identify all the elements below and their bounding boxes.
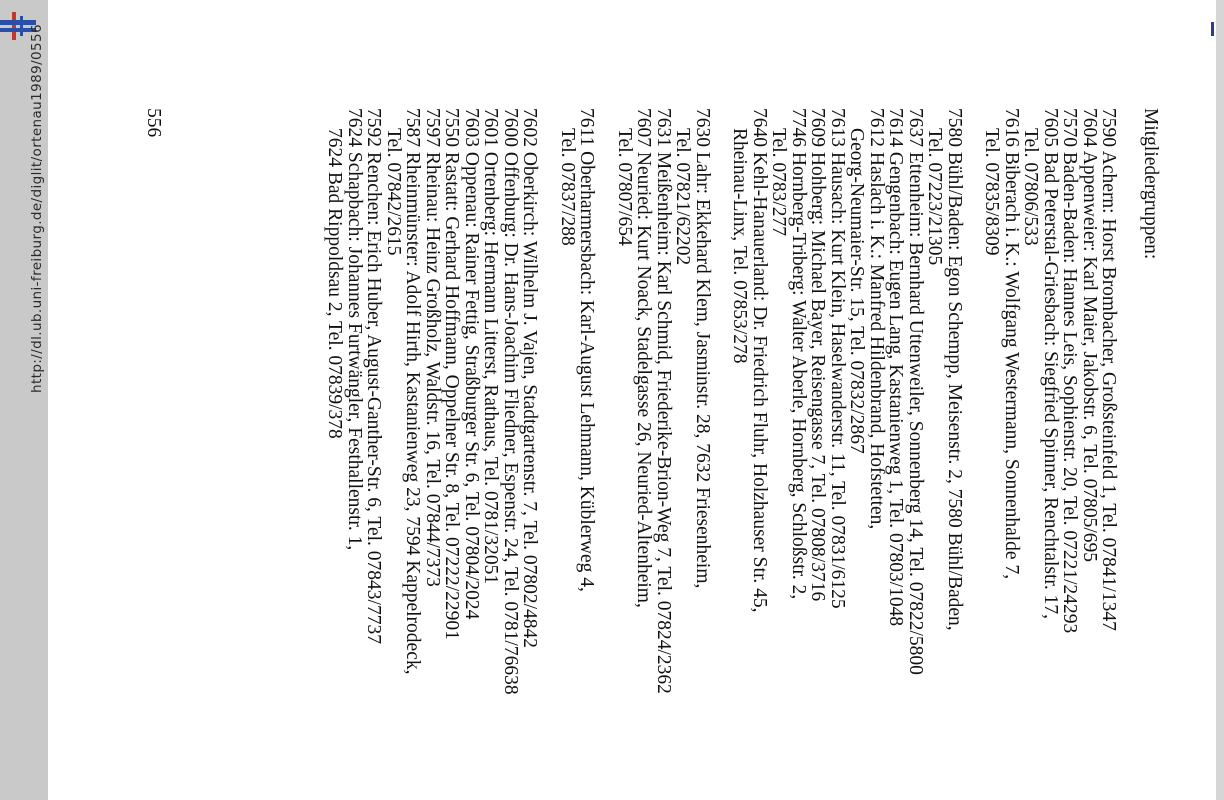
page-heading: Mitgliedergruppen: — [1140, 108, 1161, 260]
member-group-entry — [769, 108, 808, 768]
entry-continuation-line: Georg-Neumaier-Str. 15, Tel. 07832/2867 — [846, 128, 868, 454]
member-group-entry — [1060, 108, 1080, 768]
entry-continuation-line: Tel. 07842/2615 — [383, 128, 404, 256]
entry-line: 7640 Kehl-Hanauerland: Dr. Friedrich Fluhr, Holzhauser Str. 45, — [749, 108, 770, 613]
member-group-block — [325, 108, 540, 768]
entry-line: 7616 Biberach i. K.: Wolfgang Westermann, Sonnenhalde 7, — [1001, 108, 1022, 580]
scanned-page — [48, 0, 1216, 800]
entry-line: 7604 Appenweier: Karl Maier, Jakobstr. 6, Tel. 07805/695 — [1079, 108, 1100, 563]
member-group-entry — [1080, 108, 1100, 768]
member-group-block — [558, 108, 597, 768]
member-group-entry — [847, 108, 886, 768]
entry-line: 7613 Hausach: Kurt Klein, Haselwanderstr. 11, Tel. 07831/6125 — [827, 108, 848, 609]
entry-line: 7592 Renchen: Erich Huber, August-Ganther-Str. 6, Tel. 07843/7737 — [363, 108, 385, 644]
entry-line: 7587 Rheinmünster: Adolf Hirth, Kastanienweg 23, 7594 Kappelrodeck, — [402, 108, 424, 675]
member-group-entry — [1021, 108, 1060, 768]
rotated-page-content — [48, 0, 1216, 800]
member-group-entry — [886, 108, 906, 768]
entry-line: 7597 Rheinau: Heinz Großholz, Waldstr. 16, Tel. 07844/7373 — [422, 108, 443, 587]
entry-continuation-line: Tel. 07835/8309 — [981, 128, 1003, 256]
entry-line: 7612 Haslach i. K.: Manfred Hildenbrand, Hofstetten, — [866, 108, 887, 530]
member-group-entry — [615, 108, 654, 768]
member-group-block — [615, 108, 713, 768]
member-group-entry — [654, 108, 674, 768]
page-number: 556 — [143, 108, 164, 138]
source-url[interactable]: http://dl.ub.uni-freiburg.de/diglit/ortenau1989/0556 — [29, 24, 45, 393]
entry-line: 7631 Meißenheim: Karl Schmid, Friederike-Brion-Weg 7, Tel. 07824/2362 — [653, 108, 674, 694]
entry-line: 7609 Hohberg: Michael Bayer, Reisengasse 7, Tel. 07808/3716 — [807, 108, 829, 602]
member-group-entry — [730, 108, 769, 768]
entry-continuation-line: Rheinau-Linx, Tel. 07853/278 — [729, 128, 751, 364]
member-group-entry — [828, 108, 848, 768]
entry-continuation-line: Tel. 07223/21305 — [924, 128, 946, 266]
member-group-entry — [423, 108, 443, 768]
member-group-entry — [520, 108, 540, 768]
groups-container — [325, 108, 1119, 768]
entry-continuation-line: 7624 Bad Rippoldsau 2, Tel. 07839/378 — [324, 128, 346, 439]
member-group-entry — [481, 108, 501, 768]
member-group-entry — [673, 108, 712, 768]
entry-continuation-line: Tel. 07821/62202 — [672, 128, 694, 266]
entry-continuation-line: Tel. 07837/288 — [557, 128, 578, 246]
entry-line: 7605 Bad Peterstal-Griesbach: Siegfried Spinner, Renchtalstr. 17, — [1040, 108, 1061, 619]
member-group-entry — [906, 108, 926, 768]
member-group-entry — [558, 108, 597, 768]
member-group-entry — [982, 108, 1021, 768]
entry-line: 7600 Offenburg: Dr. Hans-Joachim Fliedner, Espenstr. 24, Tel. 0781/76638 — [500, 108, 521, 695]
entry-continuation-line: Tel. 0783/277 — [768, 128, 790, 237]
entry-line: 7602 Oberkirch: Wilhelm J. Vajen, Stadtgartenstr. 7, Tel. 07802/4842 — [519, 108, 541, 648]
entry-line: 7570 Baden-Baden: Hannes Leis, Sophienstr. 20, Tel. 07221/24293 — [1059, 108, 1081, 634]
entry-line: 7590 Achern: Horst Brombacher, Großsteinfeld 1, Tel. 07841/1347 — [1098, 108, 1120, 631]
entry-continuation-line: Tel. 07806/533 — [1020, 128, 1042, 246]
viewer-side-strip — [0, 0, 48, 800]
entry-line: 7746 Hornberg-Triberg: Walter Aberle, Hornberg, Schloßstr. 2, — [788, 108, 809, 600]
entry-line: 7611 Oberharmersbach: Karl-August Lehmann, Küblerweg 4, — [576, 108, 598, 592]
member-group-entry — [501, 108, 521, 768]
entry-line: 7607 Neuried: Kurt Noack, Stadelgasse 26, Neuried-Altenheim, — [633, 108, 655, 608]
entry-line: 7580 Bühl/Baden: Egon Schempp, Meisenstr. 2, 7580 Bühl/Baden, — [944, 108, 965, 631]
member-group-entry — [1099, 108, 1119, 768]
entry-line: 7614 Gengenbach: Eugen Lang, Kastanienweg 1, Tel. 07803/1048 — [885, 108, 907, 627]
member-group-entry — [325, 108, 364, 768]
member-group-entry — [384, 108, 423, 768]
member-group-list — [307, 108, 1160, 768]
member-group-entry — [808, 108, 828, 768]
member-group-block — [982, 108, 1119, 768]
entry-line: 7637 Ettenheim: Bernhard Uttenweiler, Sonnenberg 14, Tel. 07822/5800 — [905, 108, 926, 675]
entry-line: 7601 Ortenberg: Hermann Litterst, Rathaus, Tel. 0781/32051 — [480, 108, 502, 585]
member-group-entry — [925, 108, 964, 768]
member-group-entry — [442, 108, 462, 768]
entry-continuation-line: Tel. 07807/654 — [614, 128, 635, 246]
entry-line: 7630 Lahr: Ekkehard Klem, Jasminstr. 28, 7632 Friesenheim, — [692, 108, 713, 589]
entry-line: 7624 Schapbach: Johannes Furtwängler, Festhallenstr. 1, — [344, 108, 365, 551]
entry-line: 7603 Oppenau: Rainer Fettig, Straßburger Str. 6, Tel. 07804/2024 — [461, 108, 482, 620]
member-group-entry — [462, 108, 482, 768]
entry-line: 7550 Rastatt: Gerhard Hoffmann, Oppelner Str. 8, Tel. 07222/22901 — [441, 108, 463, 640]
member-group-block — [730, 108, 964, 768]
member-group-entry — [364, 108, 384, 768]
